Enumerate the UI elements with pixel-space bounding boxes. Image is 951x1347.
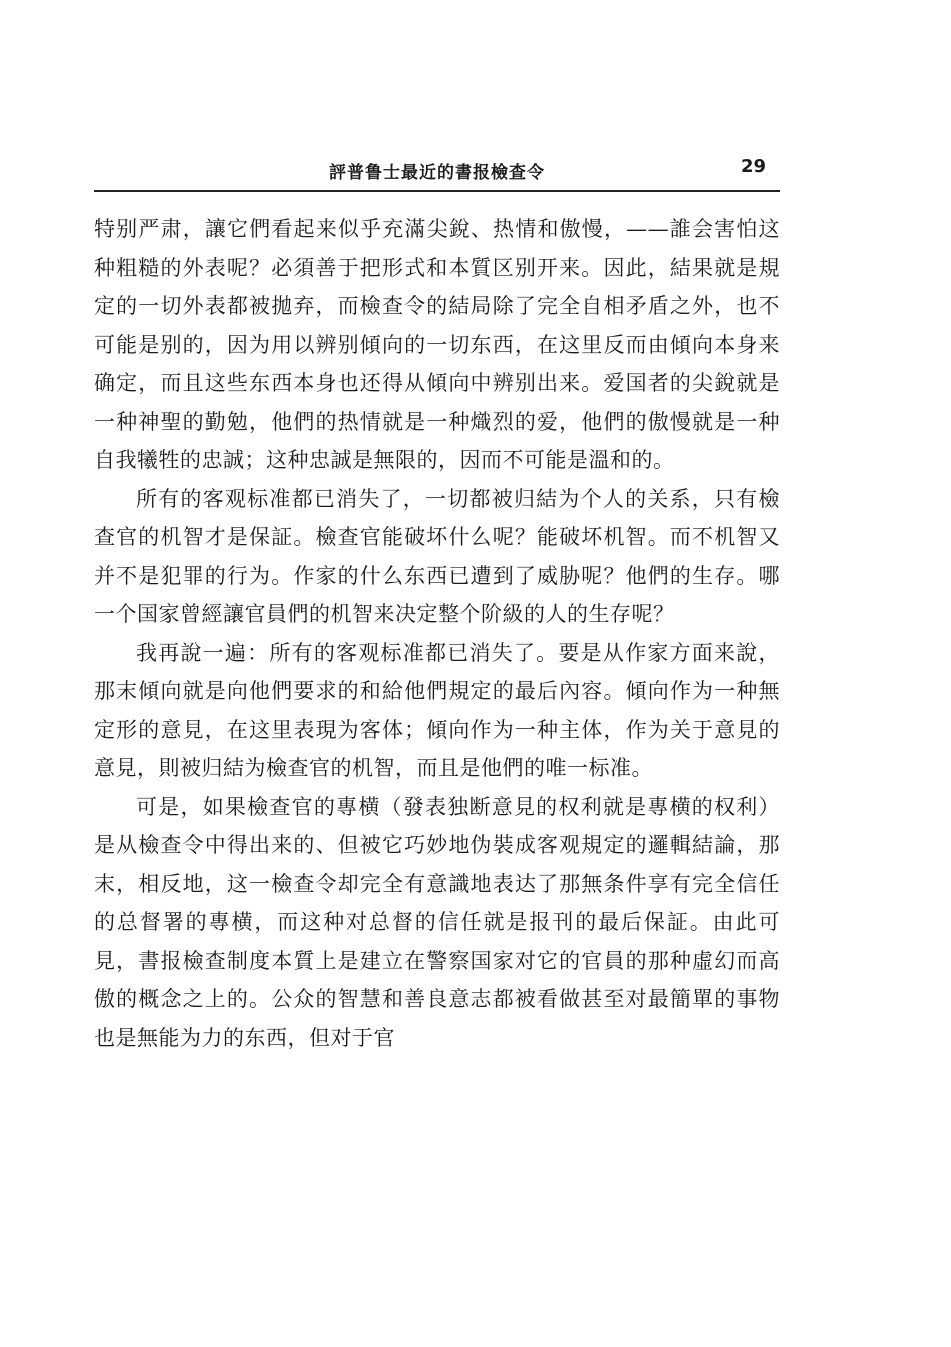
body-text	[94, 210, 780, 1057]
page-header	[94, 150, 780, 192]
page-number: 29	[740, 156, 766, 177]
paragraph-continued: 特别严肃，讓它們看起来似乎充滿尖銳、热情和傲慢，——誰会害怕这种粗糙的外表呢？必須善于把形式和本質区别开来。因此，結果就是規定的一切外表都被拋弃，而檢查令的結局除了完全自相矛盾之外，也不可能是别的，因为用以辨别傾向的一切东西，在这里反而由傾向本身来确定，而且这些东西本身也还得从傾向中辨别出来。爱国者的尖銳就是一种神聖的勤勉，他們的热情就是一种熾烈的爱，他們的傲慢就是一种自我犧牲的忠誠；这种忠誠是無限的，因而不可能是溫和的。	[94, 217, 780, 472]
running-title: 評普鲁士最近的書报檢查令	[329, 163, 545, 183]
paragraph: 可是，如果檢查官的專横（發表独断意見的权利就是專横的权利）是从檢查令中得出来的、但被它巧妙地伪裝成客观規定的邏輯結論，那末，相反地，这一檢查令却完全有意識地表达了那無条件享有完全信任的总督署的專横，而这种对总督的信任就是报刊的最后保証。由此可見，書报檢查制度本質上是建立在警察国家对它的官員的那种虛幻而高傲的概念之上的。公众的智慧和善良意志都被看做甚至对最簡單的事物也是無能为力的东西，但对于官	[94, 794, 780, 1050]
paragraph: 所有的客观标准都已消失了，一切都被归結为个人的关系，只有檢查官的机智才是保証。檢查官能破坏什么呢？能破坏机智。而不机智又并不是犯罪的行为。作家的什么东西已遭到了威胁呢？他們的生存。哪一个国家曾經讓官員們的机智来决定整个阶級的人的生存呢？	[94, 486, 780, 626]
paragraph: 我再說一遍：所有的客观标准都已消失了。要是从作家方面来說，那末傾向就是向他們要求的和給他們規定的最后內容。傾向作为一种無定形的意見，在这里表現为客体；傾向作为一种主体，作为关于意見的意見，則被归結为檢查官的机智，而且是他們的唯一标准。	[94, 640, 780, 780]
